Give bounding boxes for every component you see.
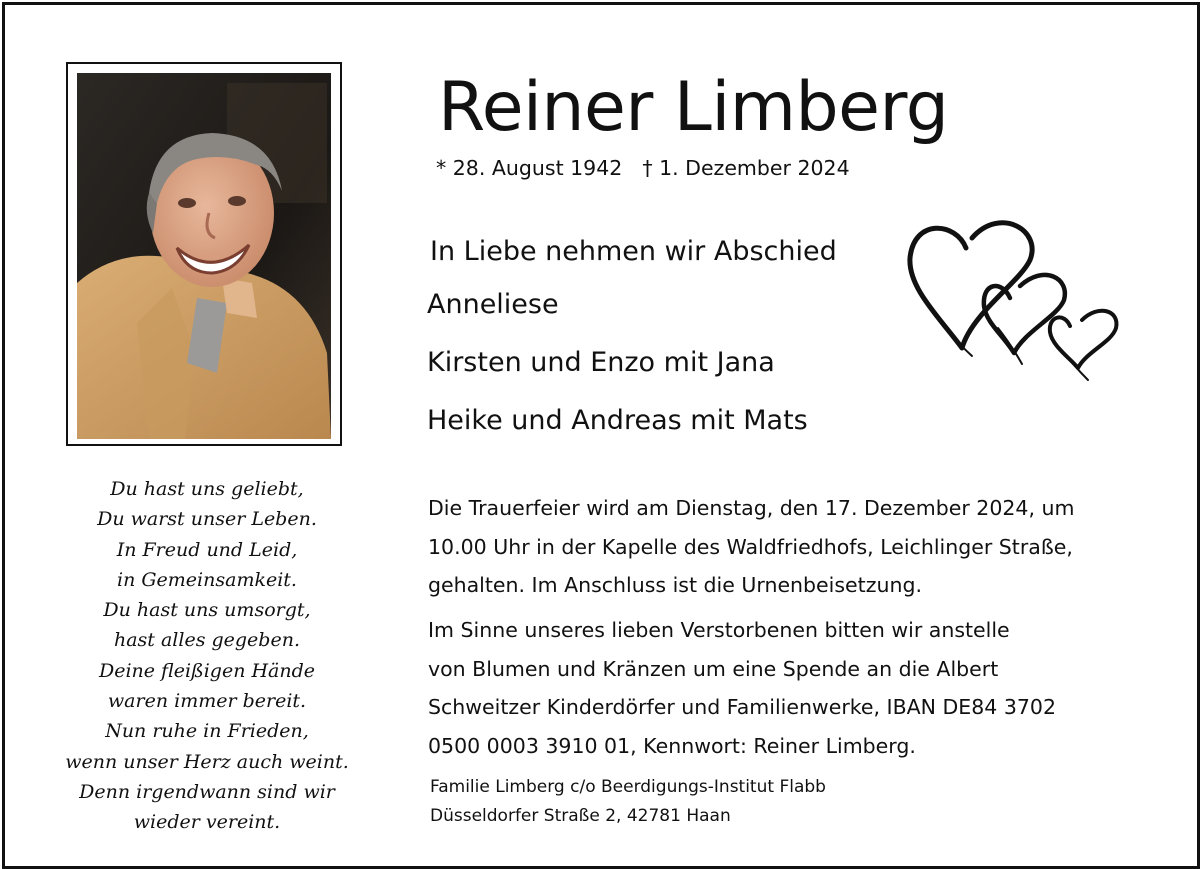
memorial-poem (52, 474, 362, 838)
poem-line: Nun ruhe in Frieden, (105, 720, 309, 743)
family-address (430, 773, 826, 831)
poem-line: Du hast uns geliebt, (110, 478, 304, 500)
address-line: Familie Limberg c/o Beerdigungs-Institut Flabb (430, 777, 826, 797)
ceremony-line: Die Trauerfeier wird am Dienstag, den 17. Dezember 2024, um (428, 496, 1075, 520)
poem-line: Du hast uns umsorgt, (103, 599, 311, 622)
poem-line: In Freud und Leid, (116, 538, 298, 561)
portrait-image (77, 73, 331, 439)
mourner-entry: Anneliese (427, 289, 559, 320)
hearts-icon (902, 208, 1132, 393)
birth-date: * 28. August 1942 (436, 156, 623, 180)
poem-line: Du warst unser Leben. (97, 508, 317, 531)
poem-line: in Gemeinsamkeit. (117, 568, 297, 591)
poem-line: wenn unser Herz auch weint. (65, 750, 349, 773)
poem-line: Denn irgendwann sind wir (79, 780, 335, 803)
deceased-name: Reiner Limberg (438, 68, 949, 147)
poem-line: wieder vereint. (133, 811, 281, 834)
ceremony-paragraph (428, 489, 1074, 605)
donation-line: Im Sinne unseres lieben Verstorbenen bitten wir anstelle (428, 618, 1010, 642)
ceremony-line: gehalten. Im Anschluss ist die Urnenbeisetzung. (428, 573, 922, 597)
mourner-entry: Heike und Andreas mit Mats (427, 405, 808, 436)
address-line: Düsseldorfer Straße 2, 42781 Haan (430, 806, 731, 826)
donation-line: Schweitzer Kinderdörfer und Familienwerke, IBAN DE84 3702 (428, 695, 1057, 719)
donation-line: 0500 0003 3910 01, Kennwort: Reiner Limberg. (428, 733, 916, 758)
life-dates (436, 153, 850, 183)
poem-line: hast alles gegeben. (113, 629, 300, 652)
poem-line: Deine fleißigen Hände (98, 659, 316, 682)
ceremony-line: 10.00 Uhr in der Kapelle des Waldfriedhofs, Leichlinger Straße, (428, 534, 1073, 559)
death-date: † 1. Dezember 2024 (642, 156, 850, 180)
poem-line: waren immer bereit. (107, 690, 307, 713)
mourners-list (427, 284, 808, 458)
donation-line: von Blumen und Kränzen um eine Spende an die Albert (428, 656, 999, 681)
portrait-photo (66, 62, 342, 446)
farewell-intro: In Liebe nehmen wir Abschied (430, 236, 837, 267)
donation-paragraph (428, 611, 1056, 765)
mourner-entry: Kirsten und Enzo mit Jana (427, 347, 775, 378)
